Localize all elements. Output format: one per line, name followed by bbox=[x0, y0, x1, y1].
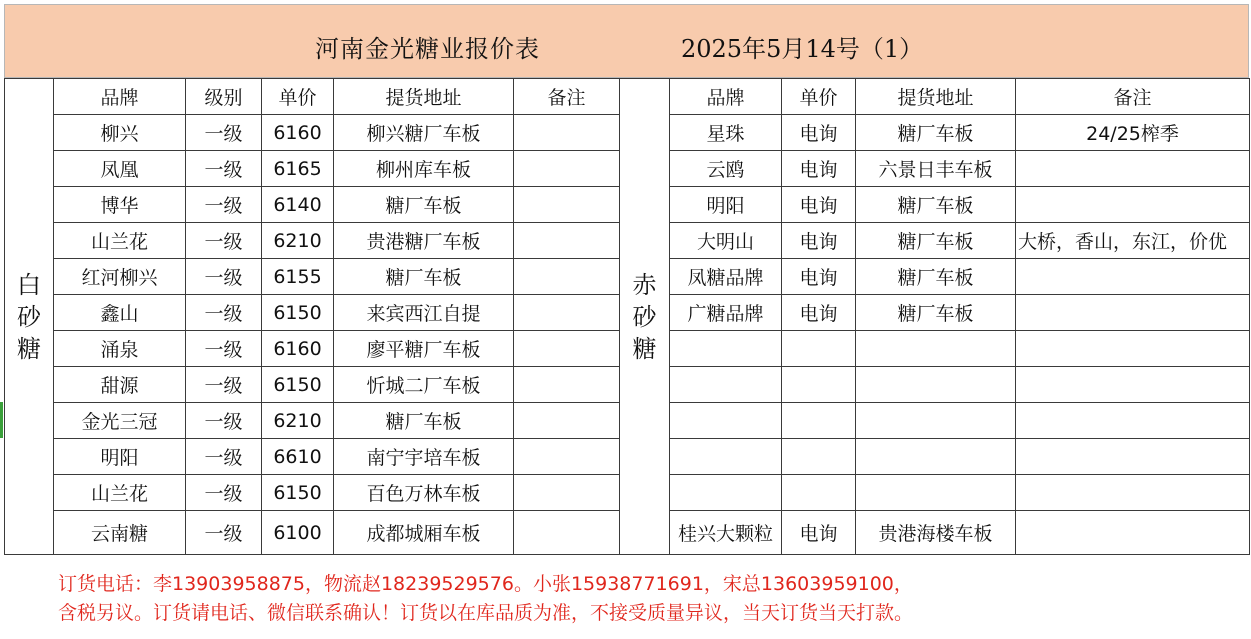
category-char: 砂 bbox=[17, 302, 41, 331]
brown-price-cell: 电询 bbox=[782, 295, 856, 331]
brown-price-cell: 电询 bbox=[782, 151, 856, 187]
brown-pickup-cell bbox=[856, 331, 1016, 367]
title-bar bbox=[4, 4, 1249, 78]
brown-note-cell: 24/25榨季 bbox=[1016, 115, 1250, 151]
category-white-sugar bbox=[5, 79, 54, 555]
white-note-cell bbox=[514, 115, 620, 151]
sheet-title: 河南金光糖业报价表 bbox=[315, 35, 540, 63]
white-brand-cell: 明阳 bbox=[54, 439, 186, 475]
brown-brand-cell: 广糖品牌 bbox=[670, 295, 782, 331]
white-pickup-cell: 成都城厢车板 bbox=[334, 511, 514, 555]
white-price-cell: 6150 bbox=[262, 295, 334, 331]
category-brown-sugar bbox=[620, 79, 670, 555]
brown-note-cell bbox=[1016, 187, 1250, 223]
brown-pickup-cell: 糖厂车板 bbox=[856, 223, 1016, 259]
white-price-cell: 6150 bbox=[262, 367, 334, 403]
contact-footer bbox=[58, 570, 913, 628]
white-grade-cell: 一级 bbox=[186, 475, 262, 511]
white-grade-cell: 一级 bbox=[186, 367, 262, 403]
white-pickup-cell: 糖厂车板 bbox=[334, 187, 514, 223]
brown-note-cell bbox=[1016, 367, 1250, 403]
brown-price-cell: 电询 bbox=[782, 511, 856, 555]
white-brand-cell: 凤凰 bbox=[54, 151, 186, 187]
white-price-cell: 6210 bbox=[262, 223, 334, 259]
white-brand-cell: 甜源 bbox=[54, 367, 186, 403]
white-pickup-cell: 百色万林车板 bbox=[334, 475, 514, 511]
white-grade-cell: 一级 bbox=[186, 511, 262, 555]
white-price-cell: 6165 bbox=[262, 151, 334, 187]
brown-pickup-cell bbox=[856, 403, 1016, 439]
brown-price-cell: 电询 bbox=[782, 259, 856, 295]
white-pickup-cell: 忻城二厂车板 bbox=[334, 367, 514, 403]
row-marker bbox=[0, 402, 3, 438]
white-pickup-cell: 糖厂车板 bbox=[334, 259, 514, 295]
contact-line-2: 含税另议。订货请电话、微信联系确认！订货以在库品质为准，不接受质量异议，当天订货当天打款。 bbox=[58, 602, 914, 624]
white-grade-cell: 一级 bbox=[186, 115, 262, 151]
brown-pickup-cell: 糖厂车板 bbox=[856, 259, 1016, 295]
white-brand-cell: 柳兴 bbox=[54, 115, 186, 151]
white-pickup-cell: 贵港糖厂车板 bbox=[334, 223, 514, 259]
category-char: 糖 bbox=[632, 334, 657, 363]
col-header-brand: 品牌 bbox=[54, 79, 186, 115]
brown-brand-cell bbox=[670, 403, 782, 439]
white-pickup-cell: 南宁宇培车板 bbox=[334, 439, 514, 475]
white-grade-cell: 一级 bbox=[186, 259, 262, 295]
white-brand-cell: 鑫山 bbox=[54, 295, 186, 331]
brown-brand-cell bbox=[670, 439, 782, 475]
contact-line-1: 订货电话：李13903958875，物流赵18239529576。小张15938771691，宋总13603959100， bbox=[58, 573, 913, 595]
brown-price-cell bbox=[782, 475, 856, 511]
white-brand-cell: 云南糖 bbox=[54, 511, 186, 555]
brown-note-cell bbox=[1016, 511, 1250, 555]
col-header-price: 单价 bbox=[262, 79, 334, 115]
brown-brand-cell bbox=[670, 331, 782, 367]
brown-pickup-cell bbox=[856, 367, 1016, 403]
brown-brand-cell bbox=[670, 475, 782, 511]
brown-brand-cell bbox=[670, 367, 782, 403]
brown-note-cell: 大桥，香山，东江，价优 bbox=[1016, 223, 1250, 259]
brown-note-cell bbox=[1016, 331, 1250, 367]
white-note-cell bbox=[514, 367, 620, 403]
white-price-cell: 6150 bbox=[262, 475, 334, 511]
brown-pickup-cell: 糖厂车板 bbox=[856, 295, 1016, 331]
white-grade-cell: 一级 bbox=[186, 439, 262, 475]
sheet-date: 2025年5月14号（1） bbox=[681, 35, 924, 63]
white-price-cell: 6155 bbox=[262, 259, 334, 295]
brown-note-cell bbox=[1016, 151, 1250, 187]
col-header-grade: 级别 bbox=[186, 79, 262, 115]
price-table bbox=[4, 78, 1250, 555]
category-char: 砂 bbox=[632, 302, 657, 331]
white-price-cell: 6610 bbox=[262, 439, 334, 475]
brown-price-cell bbox=[782, 367, 856, 403]
white-note-cell bbox=[514, 187, 620, 223]
brown-note-cell bbox=[1016, 295, 1250, 331]
white-grade-cell: 一级 bbox=[186, 295, 262, 331]
brown-brand-cell: 星珠 bbox=[670, 115, 782, 151]
white-note-cell bbox=[514, 151, 620, 187]
white-grade-cell: 一级 bbox=[186, 403, 262, 439]
brown-brand-cell: 大明山 bbox=[670, 223, 782, 259]
white-brand-cell: 涌泉 bbox=[54, 331, 186, 367]
white-note-cell bbox=[514, 259, 620, 295]
brown-price-cell: 电询 bbox=[782, 115, 856, 151]
brown-price-cell bbox=[782, 439, 856, 475]
white-grade-cell: 一级 bbox=[186, 331, 262, 367]
white-note-cell bbox=[514, 511, 620, 555]
col-header-price: 单价 bbox=[782, 79, 856, 115]
brown-price-cell: 电询 bbox=[782, 187, 856, 223]
col-header-note: 备注 bbox=[514, 79, 620, 115]
brown-pickup-cell: 六景日丰车板 bbox=[856, 151, 1016, 187]
white-grade-cell: 一级 bbox=[186, 187, 262, 223]
white-brand-cell: 博华 bbox=[54, 187, 186, 223]
white-brand-cell: 山兰花 bbox=[54, 223, 186, 259]
white-note-cell bbox=[514, 331, 620, 367]
brown-pickup-cell: 糖厂车板 bbox=[856, 115, 1016, 151]
white-grade-cell: 一级 bbox=[186, 151, 262, 187]
brown-price-cell: 电询 bbox=[782, 223, 856, 259]
white-note-cell bbox=[514, 475, 620, 511]
white-note-cell bbox=[514, 439, 620, 475]
white-price-cell: 6140 bbox=[262, 187, 334, 223]
brown-pickup-cell bbox=[856, 475, 1016, 511]
white-price-cell: 6160 bbox=[262, 115, 334, 151]
white-price-cell: 6160 bbox=[262, 331, 334, 367]
brown-pickup-cell: 糖厂车板 bbox=[856, 187, 1016, 223]
brown-note-cell bbox=[1016, 259, 1250, 295]
brown-note-cell bbox=[1016, 475, 1250, 511]
white-note-cell bbox=[514, 403, 620, 439]
brown-brand-cell: 明阳 bbox=[670, 187, 782, 223]
brown-note-cell bbox=[1016, 403, 1250, 439]
category-char: 糖 bbox=[17, 334, 41, 363]
white-pickup-cell: 来宾西江自提 bbox=[334, 295, 514, 331]
white-brand-cell: 红河柳兴 bbox=[54, 259, 186, 295]
col-header-pickup: 提货地址 bbox=[856, 79, 1016, 115]
white-pickup-cell: 廖平糖厂车板 bbox=[334, 331, 514, 367]
category-char: 白 bbox=[17, 270, 41, 299]
white-note-cell bbox=[514, 295, 620, 331]
brown-brand-cell: 云鸥 bbox=[670, 151, 782, 187]
brown-price-cell bbox=[782, 403, 856, 439]
white-pickup-cell: 柳兴糖厂车板 bbox=[334, 115, 514, 151]
white-price-cell: 6210 bbox=[262, 403, 334, 439]
brown-note-cell bbox=[1016, 439, 1250, 475]
header-row bbox=[5, 79, 1250, 115]
brown-pickup-cell bbox=[856, 439, 1016, 475]
white-brand-cell: 金光三冠 bbox=[54, 403, 186, 439]
category-char: 赤 bbox=[632, 270, 657, 299]
white-pickup-cell: 糖厂车板 bbox=[334, 403, 514, 439]
white-note-cell bbox=[514, 223, 620, 259]
white-brand-cell: 山兰花 bbox=[54, 475, 186, 511]
white-pickup-cell: 柳州库车板 bbox=[334, 151, 514, 187]
col-header-note: 备注 bbox=[1016, 79, 1250, 115]
brown-brand-cell: 桂兴大颗粒 bbox=[670, 511, 782, 555]
white-grade-cell: 一级 bbox=[186, 223, 262, 259]
col-header-brand: 品牌 bbox=[670, 79, 782, 115]
brown-brand-cell: 凤糖品牌 bbox=[670, 259, 782, 295]
brown-pickup-cell: 贵港海楼车板 bbox=[856, 511, 1016, 555]
brown-price-cell bbox=[782, 331, 856, 367]
white-price-cell: 6100 bbox=[262, 511, 334, 555]
col-header-pickup: 提货地址 bbox=[334, 79, 514, 115]
